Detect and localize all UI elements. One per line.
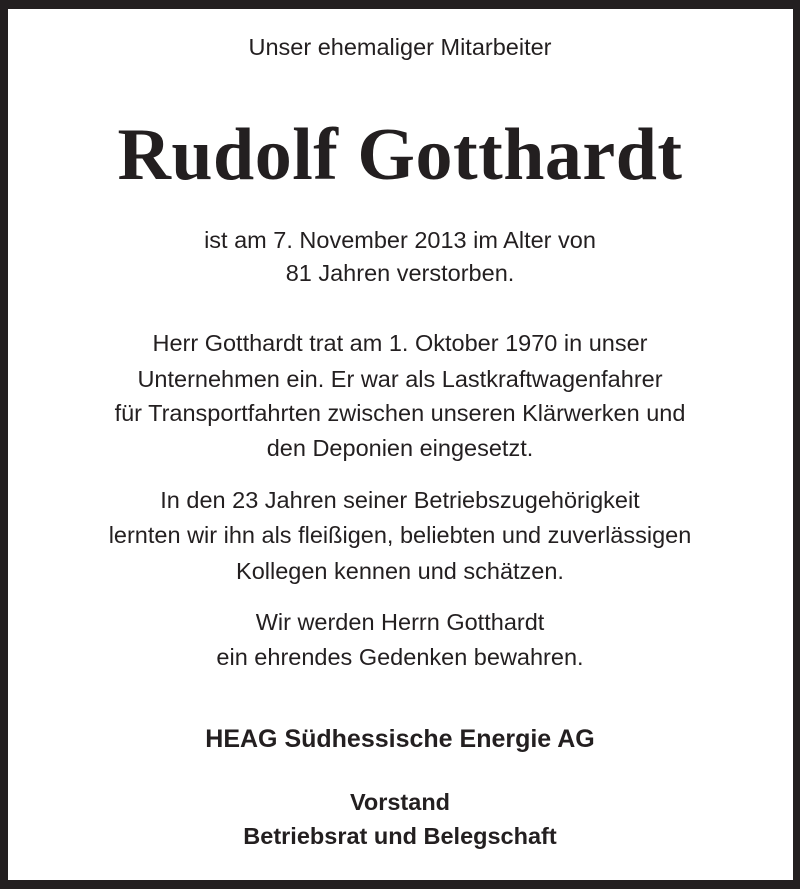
memory-line: Wir werden Herrn Gotthardt — [255, 609, 545, 635]
tribute-line: In den 23 Jahren seiner Betriebszugehörigkeit — [160, 487, 640, 513]
career-line: Unternehmen ein. Er war als Lastkraftwagenfahrer — [137, 366, 663, 392]
memory-line: ein ehrendes Gedenken bewahren. — [216, 644, 584, 670]
company-name: HEAG Südhessische Energie AG — [205, 725, 595, 753]
tribute-line: lernten wir ihn als fleißigen, beliebten und zuverlässigen — [108, 522, 692, 548]
signatory: Vorstand — [349, 789, 451, 815]
signatory: Betriebsrat und Belegschaft — [243, 823, 557, 849]
deceased-name: Rudolf Gotthardt — [117, 114, 683, 196]
death-line: 81 Jahren verstorben. — [285, 260, 515, 286]
tribute-line: Kollegen kennen und schätzen. — [236, 558, 564, 584]
career-line: für Transportfahrten zwischen unseren Klärwerken und — [114, 400, 686, 426]
career-line: den Deponien eingesetzt. — [266, 435, 534, 461]
intro-line: Unser ehemaliger Mitarbeiter — [248, 34, 552, 60]
career-line: Herr Gotthardt trat am 1. Oktober 1970 in unser — [152, 330, 648, 356]
death-line: ist am 7. November 2013 im Alter von — [204, 227, 596, 253]
